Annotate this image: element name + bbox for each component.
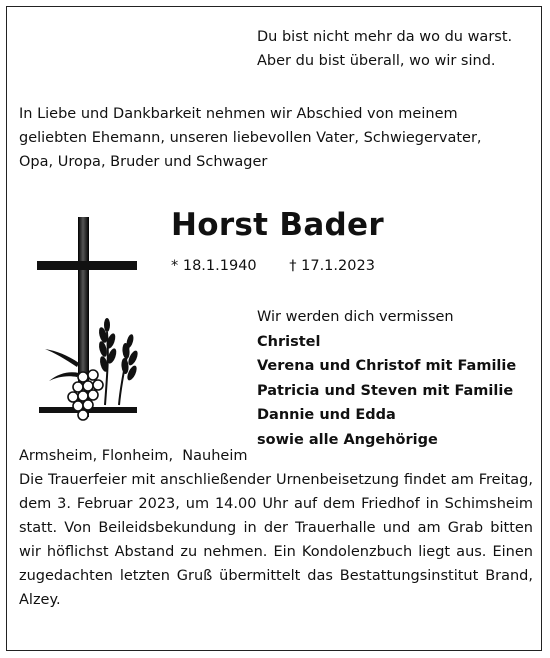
- mourner-name: Christel: [257, 333, 321, 350]
- funeral-details-text: Die Trauerfeier mit anschließender Urnenbeisetzung findet am Freitag, dem 3. Februar 2023, um 14.00 Uhr auf dem Friedhof in Schimsheim statt. Von Beileidsbekundung in der Trauerhalle und am Grab bitten wir höflichst Abstand zu nehmen. Ein Kondolenzbuch liegt aus. Einen zugedachten letzten Gruß übermittelt das Bestattungsinstitut Brand, Alzey.: [19, 472, 533, 608]
- birth-date: * 18.1.1940: [171, 258, 257, 274]
- mourners-list: [257, 305, 516, 452]
- mourner-name: Patricia und Steven mit Familie: [257, 382, 514, 399]
- funeral-details: [19, 468, 533, 612]
- memorial-quote: [257, 25, 512, 73]
- mourner-name: Dannie und Edda: [257, 407, 396, 423]
- obituary-notice: [6, 6, 542, 651]
- intro-line-1: In Liebe und Dankbarkeit nehmen wir Abschied von meinem: [19, 106, 458, 122]
- mourner-name: sowie alle Angehörige: [257, 431, 438, 448]
- life-dates: [171, 258, 403, 274]
- mourners-heading: Wir werden dich vermissen: [257, 309, 454, 325]
- quote-line-2: Aber du bist überall, wo wir sind.: [257, 53, 496, 69]
- quote-line-1: Du bist nicht mehr da wo du warst.: [257, 29, 513, 45]
- deceased-name: Horst Bader: [171, 207, 384, 243]
- intro-line-3: Opa, Uropa, Bruder und Schwager: [19, 154, 268, 170]
- intro-text: [19, 102, 529, 174]
- cross-with-wheat-and-grapes-icon: [37, 217, 139, 427]
- mourner-name: Verena und Christof mit Familie: [257, 358, 517, 374]
- intro-line-2: geliebten Ehemann, unseren liebevollen Vater, Schwiegervater,: [19, 130, 482, 146]
- death-date: † 17.1.2023: [289, 258, 375, 274]
- family-locations: Armsheim, Flonheim, Nauheim: [19, 448, 248, 464]
